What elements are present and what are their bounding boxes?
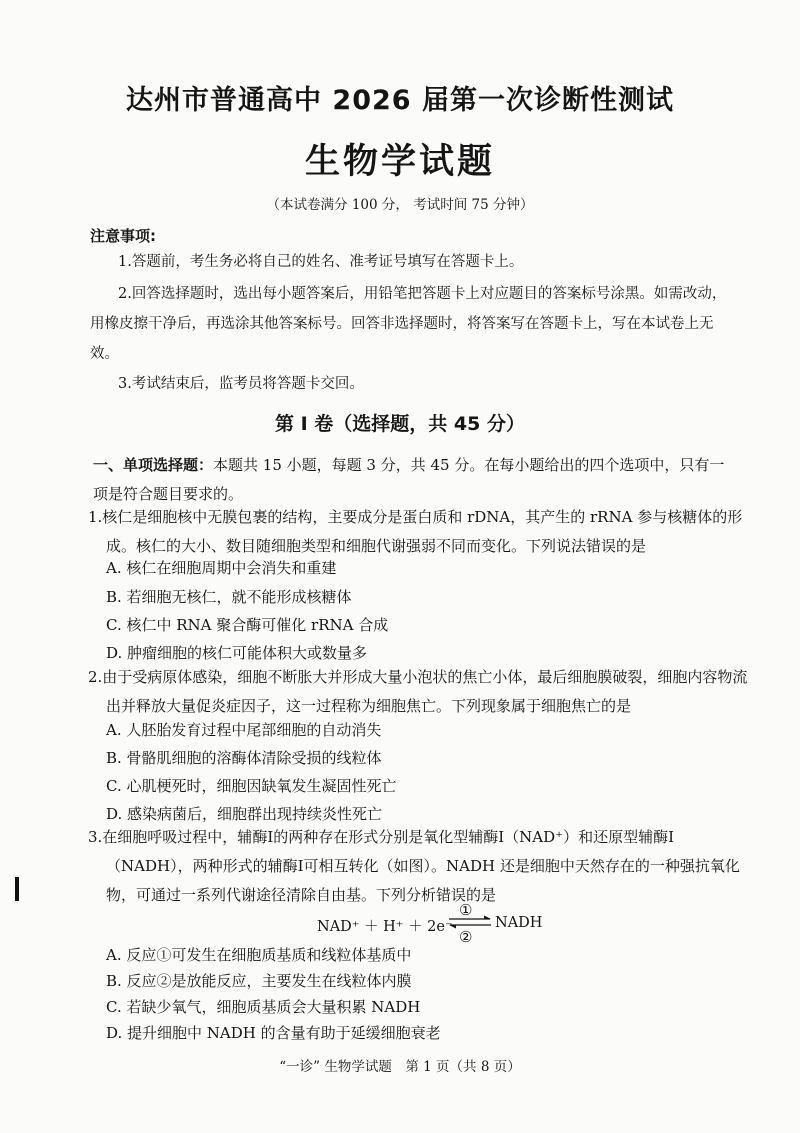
nad-nadh-reaction [317, 903, 547, 947]
question-1-option-d: D. 肿瘤细胞的核仁可能体积大或数量多 [106, 644, 368, 662]
reaction-reactants: NAD⁺ ＋ H⁺ ＋ 2e⁻ [317, 919, 453, 935]
reaction-product: NADH [495, 915, 543, 931]
question-3-option-d: D. 提升细胞中 NADH 的含量有助于延缓细胞衰老 [106, 1024, 441, 1042]
question-2-option-b: B. 骨骼肌细胞的溶酶体清除受损的线粒体 [106, 749, 382, 767]
exam-title: 达州市普通高中 2026 届第一次诊断性测试 [126, 85, 674, 116]
question-1-stem: 1.核仁是细胞核中无膜包裹的结构，主要成分是蛋白质和 rDNA，其产生的 rRNA 参与核糖体的形成。核仁的大小、数目随细胞类型和细胞代谢强弱不同而变化。下列说法错误的是 [88, 508, 743, 555]
question-2-option-a: A. 人胚胎发育过程中尾部细胞的自动消失 [106, 721, 382, 739]
part-label: 一、单项选择题： [93, 456, 214, 474]
question-1-option-b: B. 若细胞无核仁，就不能形成核糖体 [106, 588, 352, 606]
margin-mark [15, 877, 19, 901]
question-3-stem: 3.在细胞呼吸过程中，辅酶I的两种存在形式分别是氧化型辅酶I（NAD⁺）和还原型辅酶I（NADH），两种形式的辅酶I可相互转化（如图）。NADH 还是细胞中天然存在的一种强抗氧化物，可通过一系列代谢途径清除自由基。下列分析错误的是 [88, 828, 740, 904]
question-3-option-a: A. 反应①可发生在细胞质基质和线粒体基质中 [106, 946, 412, 964]
question-3-option-c: C. 若缺少氧气，细胞质基质会大量积累 NADH [106, 998, 421, 1016]
notice-item-3: 3.考试结束后，监考员将答题卡交回。 [118, 376, 364, 392]
notice-heading: 注意事项: [90, 227, 156, 245]
question-3-option-b: B. 反应②是放能反应，主要发生在线粒体内膜 [106, 972, 412, 990]
question-1-option-a: A. 核仁在细胞周期中会消失和重建 [106, 559, 337, 577]
score-time-info: （本试卷满分 100 分， 考试时间 75 分钟） [266, 197, 534, 213]
notice-item-2: 2.回答选择题时，选出每小题答案后，用铅笔把答题卡上对应题目的答案标号涂黑。如需改动，用橡皮擦干净后，再选涂其他答案标号。回答非选择题时，将答案写在答题卡上，写在本试卷上无效。 [90, 286, 727, 362]
question-1-option-c: C. 核仁中 RNA 聚合酶可催化 rRNA 合成 [106, 616, 389, 634]
reaction-forward-label: ① [459, 901, 473, 919]
question-2-option-c: C. 心肌梗死时，细胞因缺氧发生凝固性死亡 [106, 777, 397, 795]
reaction-reverse-label: ② [459, 928, 473, 946]
question-2-option-d: D. 感染病菌后，细胞群出现持续炎性死亡 [106, 805, 383, 823]
notice-item-1: 1.答题前，考生务必将自己的姓名、准考证号填写在答题卡上。 [118, 254, 524, 270]
exam-subject-title: 生物学试题 [304, 142, 495, 182]
question-2-stem: 2.由于受病原体感染，细胞不断胀大并形成大量小泡状的焦亡小体，最后细胞膜破裂，细胞内容物流出并释放大量促炎症因子，这一过程称为细胞焦亡。下列现象属于细胞焦亡的是 [88, 668, 748, 715]
page-footer: “一诊” 生物学试题 第 1 页（共 8 页） [279, 1059, 521, 1075]
part-text: 本题共 15 小题，每题 3 分，共 45 分。在每小题给出的四个选项中，只有一项是符合题目要求的。 [93, 456, 725, 503]
section-heading: 第 I 卷（选择题，共 45 分） [275, 413, 525, 435]
reversible-arrows-icon [447, 915, 493, 929]
part-instructions [93, 451, 733, 509]
